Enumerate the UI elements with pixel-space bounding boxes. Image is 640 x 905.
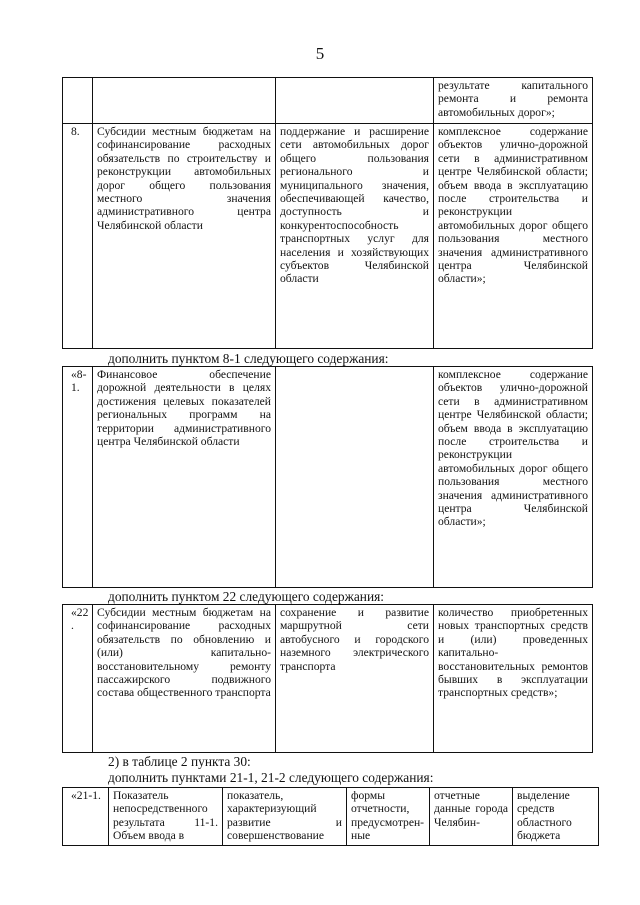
page-number: 5 bbox=[315, 44, 325, 63]
reporting-forms-cell: формы отчетности, предусмотрен-ные bbox=[347, 788, 430, 846]
item-goal-cell: сохранение и развитие маршрутной сети автобусного и городского наземного электрического транспорта bbox=[276, 605, 434, 753]
table-item-21-1 bbox=[62, 787, 599, 846]
table-item-8-1 bbox=[62, 366, 593, 588]
item-name-cell: Финансовое обеспечение дорожной деятельности в целях достижения целевых показателей региональных программ на территории административного центра Челябинской области bbox=[93, 367, 276, 588]
table-program-items bbox=[62, 77, 593, 349]
item-name-cell: Субсидии местным бюджетам на софинансирование расходных обязательств по обновлению и (или) капитально-восстановительному ремонту пассажирского подвижного состава общественного транспорта bbox=[93, 605, 276, 753]
table-row bbox=[63, 605, 593, 753]
item-indicator-cell: комплексное содержание объектов улично-дорожной сети в административном центре Челябинской области; объем ввода в эксплуатацию после строительства и реконструкции автомобильных дорог общего пользования местного значения административного центра Челябинской области»; bbox=[434, 367, 593, 588]
reporting-data-cell: отчетные данные города Челябин- bbox=[430, 788, 513, 846]
item-indicator-cell: результате капитального ремонта и ремонта автомобильных дорог»; bbox=[434, 78, 593, 124]
item-name-cell bbox=[93, 78, 276, 124]
item-number-cell: «21-1. bbox=[63, 788, 109, 846]
instruction-add-items-21-1-21-2: дополнить пунктами 21-1, 21-2 следующего содержания: bbox=[108, 770, 434, 785]
item-number-cell: «22. bbox=[63, 605, 93, 753]
table-item-22 bbox=[62, 604, 593, 753]
table-row bbox=[63, 788, 599, 846]
item-indicator-cell: количество приобретенных новых транспортных средств и (или) проведенных капитально-восстановительных ремонтов бывших в эксплуатации транспортных средств»; bbox=[434, 605, 593, 753]
table-row bbox=[63, 367, 593, 588]
item-number-cell: 8. bbox=[63, 124, 93, 349]
instruction-add-item-22: дополнить пунктом 22 следующего содержания: bbox=[108, 589, 385, 604]
item-goal-cell bbox=[276, 367, 434, 588]
item-goal-cell bbox=[276, 78, 434, 124]
funding-cell: выделение средств областного бюджета bbox=[513, 788, 599, 846]
item-goal-cell: поддержание и расширение сети автомобильных дорог общего пользования регионального и муниципального значения, обеспечивающей качество, доступность и конкурентоспособность транспортных услуг для населения и хозяйствующих субъектов Челябинской области bbox=[276, 124, 434, 349]
table-row bbox=[63, 124, 593, 349]
table-row bbox=[63, 78, 593, 124]
item-name-cell: Субсидии местным бюджетам на софинансирование расходных обязательств по строительству и реконструкции автомобильных дорог общего пользования местного значения административного центра Челябинской области bbox=[93, 124, 276, 349]
instruction-table-2-item-30: 2) в таблице 2 пункта 30: bbox=[108, 754, 251, 769]
instruction-add-item-8-1: дополнить пунктом 8-1 следующего содержания: bbox=[108, 351, 389, 366]
indicator-name-cell: Показатель непосредственного результата 11-1. Объем ввода в bbox=[109, 788, 223, 846]
item-indicator-cell: комплексное содержание объектов улично-дорожной сети в административном центре Челябинской области; объем ввода в эксплуатацию после строительства и реконструкции автомобильных дорог общего пользования местного значения административного центра Челябинской области»; bbox=[434, 124, 593, 349]
item-number-cell: «8-1. bbox=[63, 367, 93, 588]
item-number-cell bbox=[63, 78, 93, 124]
indicator-description-cell: показатель, характеризующий развитие и совершенствование bbox=[223, 788, 347, 846]
